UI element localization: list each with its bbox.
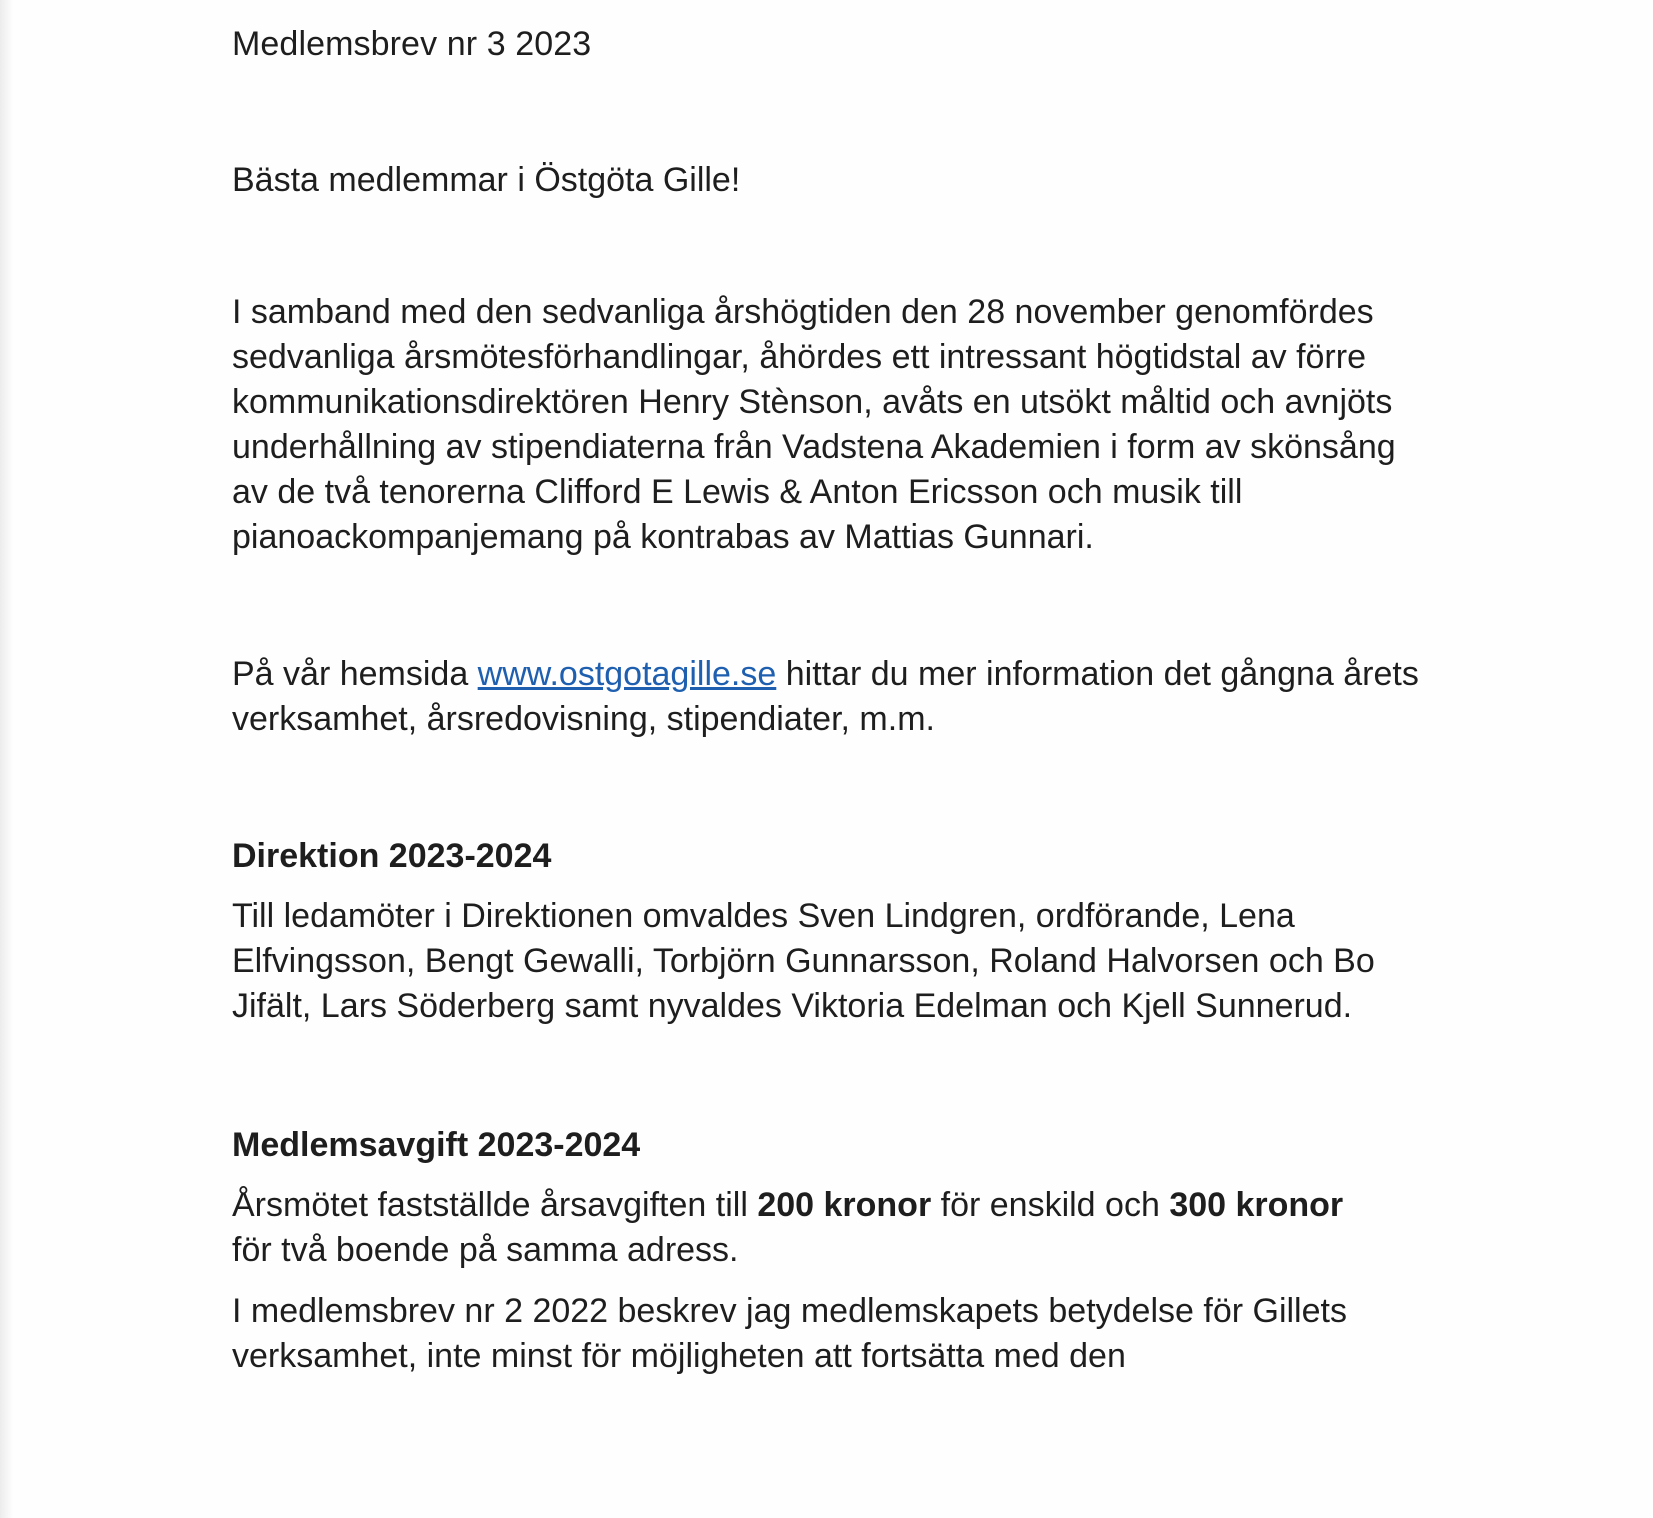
medlemsavgift-heading: Medlemsavgift 2023-2024 bbox=[232, 1126, 641, 1164]
letter-greeting: Bästa medlemmar i Östgöta Gille! bbox=[232, 161, 741, 199]
avgift-text-2: för enskild och bbox=[931, 1186, 1170, 1224]
website-text-before: På vår hemsida bbox=[232, 655, 478, 693]
medlemsavgift-paragraph bbox=[232, 1183, 1352, 1273]
website-paragraph bbox=[232, 652, 1432, 742]
avgift-text-3: för två boende på samma adress. bbox=[232, 1231, 739, 1269]
direktion-heading: Direktion 2023-2024 bbox=[232, 837, 552, 875]
website-text-after: hittar du mer information det gångna årets verksamhet, årsredovisning, stipendiater, m.m. bbox=[232, 655, 1419, 738]
avgift-text-1: Årsmötet fastställde årsavgiften till bbox=[232, 1186, 758, 1224]
membership-letter-paragraph: I medlemsbrev nr 2 2022 beskrev jag medlemskapets betydelse för Gillets verksamhet, inte minst för möjligheten att fortsätta med den bbox=[232, 1292, 1347, 1375]
avgift-amount-single: 200 kronor bbox=[757, 1186, 932, 1224]
letter-content bbox=[232, 18, 1452, 1379]
website-link[interactable]: www.ostgotagille.se bbox=[477, 655, 777, 693]
intro-paragraph: I samband med den sedvanliga årshögtiden den 28 november genomfördes sedvanliga årsmötesförhandlingar, åhördes ett intressant högtidstal av förre kommunikationsdirektören Henry Stènson, avåts en utsökt måltid och avnjöts underhållning av stipendiaterna från Vadstena Akademien i form av skönsång av de två tenorerna Clifford E Lewis & Anton Ericsson och musik till pianoackompanjemang på kontrabas av Mattias Gunnari. bbox=[232, 293, 1396, 556]
letter-title: Medlemsbrev nr 3 2023 bbox=[232, 25, 592, 63]
avgift-amount-pair: 300 kronor bbox=[1169, 1186, 1344, 1224]
direktion-paragraph: Till ledamöter i Direktionen omvaldes Sven Lindgren, ordförande, Lena Elfvingsson, Bengt Gewalli, Torbjörn Gunnarsson, Roland Halvorsen och Bo Jifält, Lars Söderberg samt nyvaldes Viktoria Edelman och Kjell Sunnerud. bbox=[232, 897, 1375, 1025]
page-edge-shadow bbox=[0, 0, 14, 1518]
